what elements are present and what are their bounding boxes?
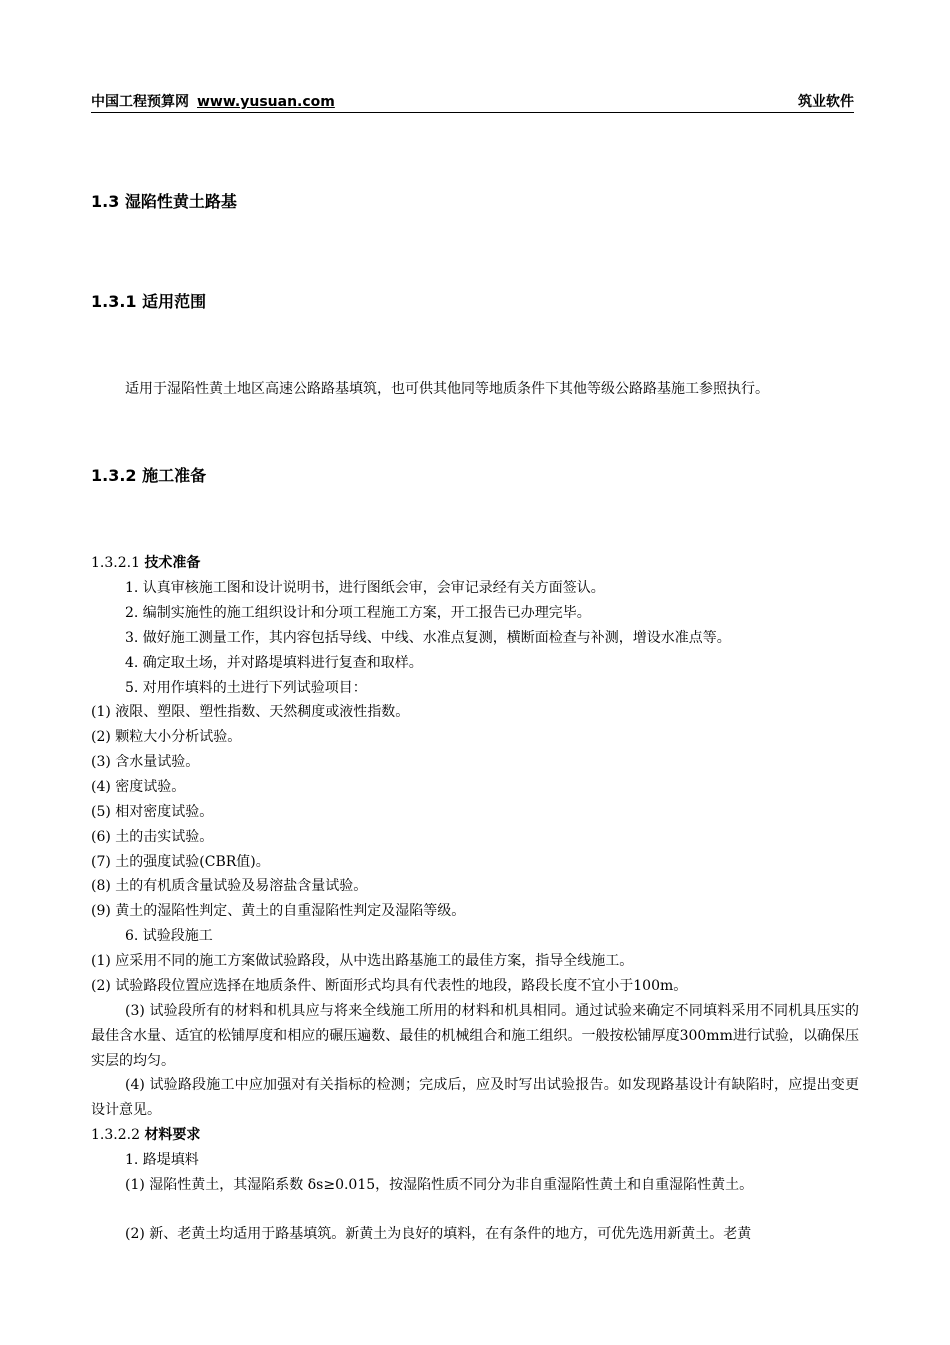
header-site-name: 中国工程预算网 — [91, 94, 189, 110]
test-item: (8) 土的有机质含量试验及易溶盐含量试验。 — [91, 878, 368, 894]
test-item: (1) 液限、塑限、塑性指数、天然稠度或液性指数。 — [91, 704, 410, 720]
subsection-title-scope: 1.3.1 适用范围 — [91, 292, 207, 311]
test-item: (2) 颗粒大小分析试验。 — [91, 729, 242, 745]
header-site-label — [91, 92, 335, 112]
header-url-link[interactable]: www.yusuan.com — [197, 94, 335, 110]
trial-paragraph: (4) 试验路段施工中应加强对有关指标的检测；完成后，应及时写出试验报告。如发现路基设计有缺陷时，应提出变更设计意见。 — [91, 1077, 859, 1118]
test-item: (6) 土的击实试验。 — [91, 829, 214, 845]
section-title: 1.3 湿陷性黄土路基 — [91, 192, 237, 211]
test-item: (5) 相对密度试验。 — [91, 804, 214, 820]
tech-prep-heading — [91, 551, 200, 576]
test-item: (7) 土的强度试验(CBR值)。 — [91, 854, 270, 870]
trial-item: (1) 应采用不同的施工方案做试验路段，从中选出路基施工的最佳方案，指导全线施工。 — [91, 953, 634, 969]
test-item: (3) 含水量试验。 — [91, 754, 200, 770]
trial-item: (2) 试验路段位置应选择在地质条件、断面形式均具有代表性的地段，路段长度不宜小于100m。 — [91, 978, 688, 994]
list-item: 3. 做好施工测量工作，其内容包括导线、中线、水准点复测，横断面检查与补测，增设水准点等。 — [125, 630, 731, 646]
test-item: (9) 黄土的湿陷性判定、黄土的自重湿陷性判定及湿陷等级。 — [91, 903, 466, 919]
subsection-title-preparation: 1.3.2 施工准备 — [91, 466, 207, 485]
trial-paragraph: (3) 试验段所有的材料和机具应与将来全线施工所用的材料和机具相同。通过试验来确定不同填料采用不同机具压实的最佳含水量、适宜的松铺厚度和相应的碾压遍数、最佳的机械组合和施工组织。一般按松铺厚度300mm进行试验，以确保压实层的均匀。 — [91, 1003, 859, 1069]
list-item: 4. 确定取土场，并对路堤填料进行复查和取样。 — [125, 655, 423, 671]
page-header — [91, 92, 854, 113]
tech-prep-number: 1.3.2.1 — [91, 555, 140, 571]
tech-prep-title: 技术准备 — [144, 555, 201, 571]
material-title: 材料要求 — [144, 1127, 201, 1143]
material-paragraph: (1) 湿陷性黄土，其湿陷系数 δs≥0.015，按湿陷性质不同分为非自重湿陷性黄土和自重湿陷性黄土。 — [125, 1177, 754, 1193]
list-item: 1. 认真审核施工图和设计说明书，进行图纸会审，会审记录经有关方面签认。 — [125, 580, 605, 596]
list-item: 2. 编制实施性的施工组织设计和分项工程施工方案，开工报告已办理完毕。 — [125, 605, 591, 621]
material-heading — [91, 1123, 200, 1148]
header-brand: 筑业软件 — [798, 94, 854, 110]
scope-paragraph: 适用于湿陷性黄土地区高速公路路基填筑，也可供其他同等地质条件下其他等级公路路基施工参照执行。 — [125, 381, 769, 397]
list-item: 6. 试验段施工 — [125, 928, 213, 944]
list-item: 5. 对用作填料的土进行下列试验项目： — [125, 680, 367, 696]
material-number: 1.3.2.2 — [91, 1127, 140, 1143]
material-paragraph: (2) 新、老黄土均适用于路基填筑。新黄土为良好的填料，在有条件的地方，可优先选用新黄土。老黄 — [125, 1226, 752, 1242]
test-item: (4) 密度试验。 — [91, 779, 186, 795]
list-item: 1. 路堤填料 — [125, 1152, 199, 1168]
